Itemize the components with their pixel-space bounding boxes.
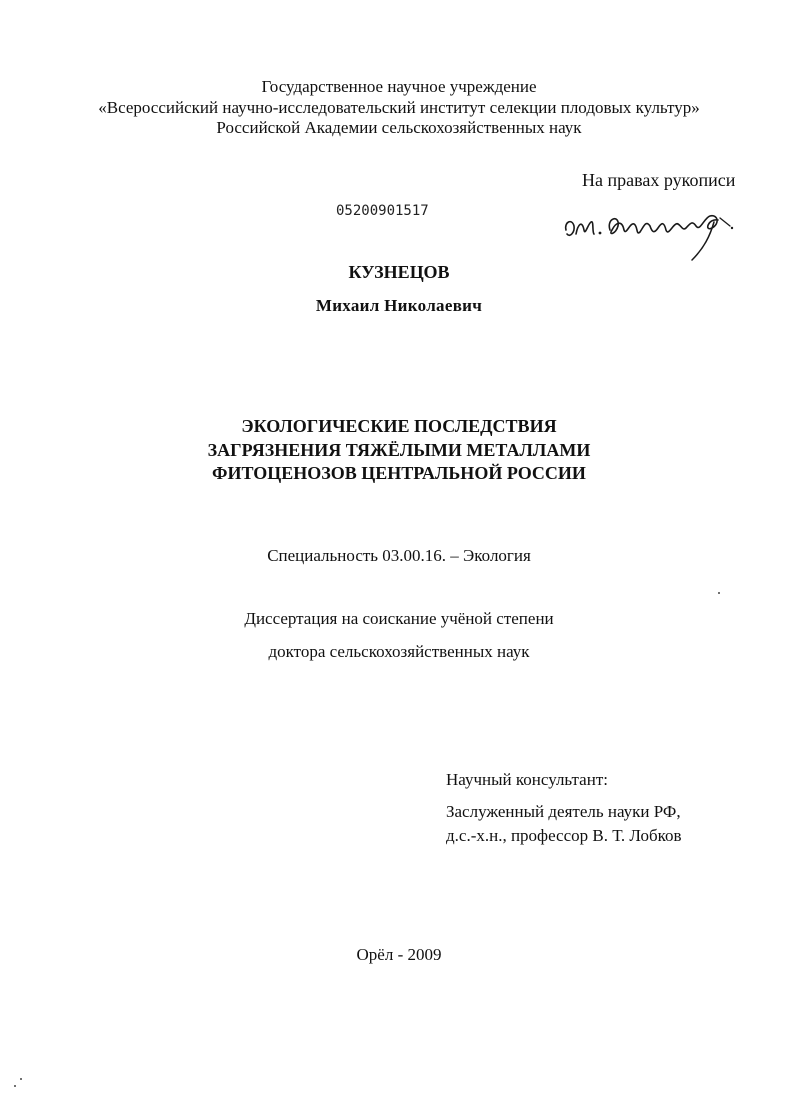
- degree-line-2: доктора сельскохозяйственных наук: [268, 642, 530, 661]
- institution-line-3: Российской Академии сельскохозяйственных наук: [216, 118, 582, 137]
- consultant-label: Научный консультант:: [446, 770, 608, 789]
- specialty: Специальность 03.00.16. – Экология: [267, 546, 531, 565]
- author-name: Михаил Николаевич: [315, 296, 483, 315]
- thesis-title-line-3: ФИТОЦЕНОЗОВ ЦЕНТРАЛЬНОЙ РОССИИ: [212, 463, 586, 483]
- handwritten-signature: [558, 200, 748, 264]
- archive-number: 05200901517: [336, 203, 429, 219]
- scan-speck: [14, 1085, 16, 1087]
- scan-speck: [718, 592, 720, 594]
- institution-line-1: Государственное научное учреждение: [261, 77, 537, 96]
- institution-line-2: «Всероссийский научно-исследовательский институт селекции плодовых культур»: [98, 98, 700, 117]
- degree-line-1: Диссертация на соискание учёной степени: [244, 609, 554, 628]
- rights-note: На правах рукописи: [582, 170, 736, 190]
- thesis-title-line-1: ЭКОЛОГИЧЕСКИЕ ПОСЛЕДСТВИЯ: [241, 416, 557, 436]
- thesis-title-line-2: ЗАГРЯЗНЕНИЯ ТЯЖЁЛЫМИ МЕТАЛЛАМИ: [207, 440, 591, 460]
- consultant-line-1: Заслуженный деятель науки РФ,: [446, 802, 681, 821]
- scan-speck: [20, 1078, 22, 1080]
- consultant-line-2: д.с.-х.н., профессор В. Т. Лобков: [446, 826, 682, 845]
- place-year: Орёл - 2009: [356, 945, 442, 964]
- author-surname: КУЗНЕЦОВ: [348, 262, 450, 282]
